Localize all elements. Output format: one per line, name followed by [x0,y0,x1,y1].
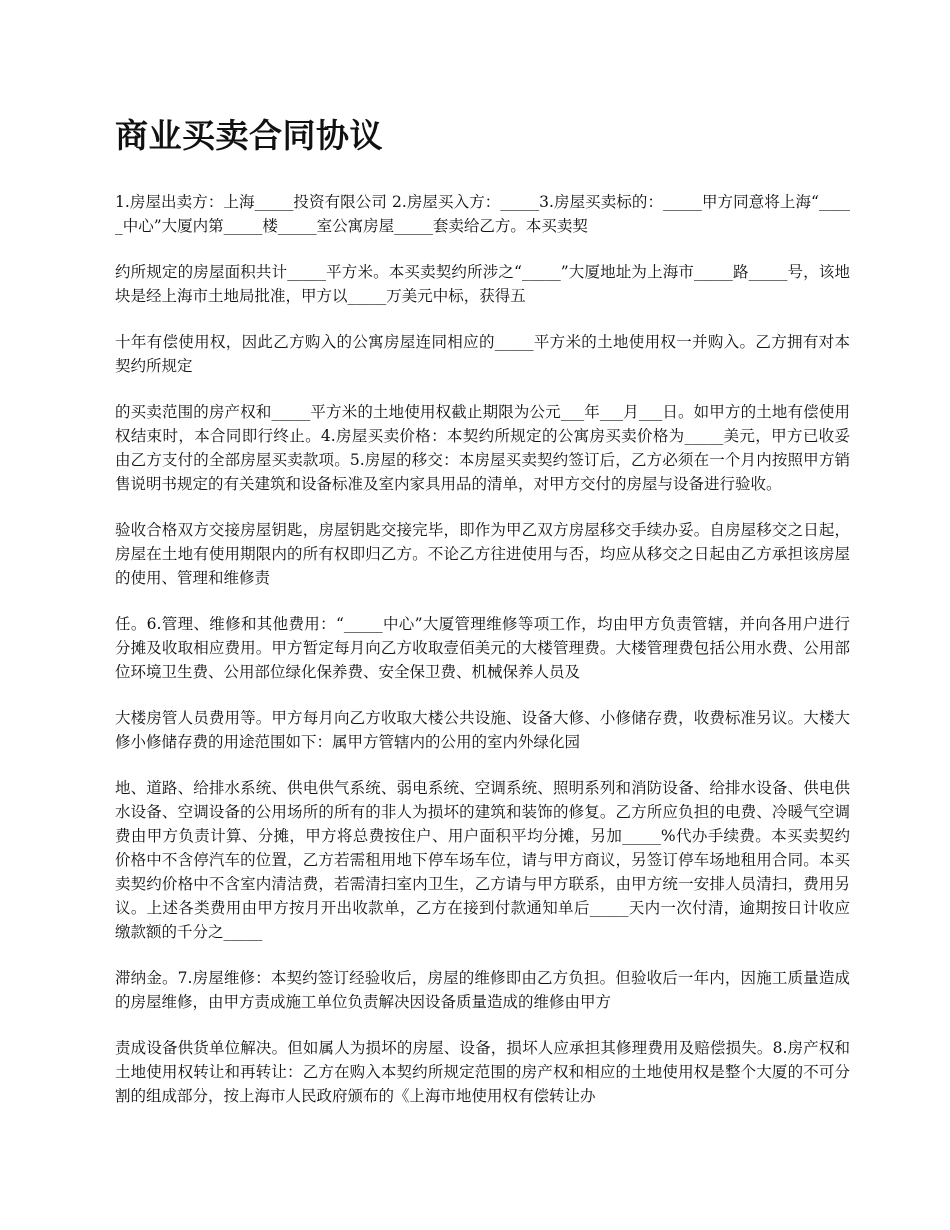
paragraph: 约所规定的房屋面积共计_____平方米。本买卖契约所涉之“_____”大厦地址为上海市_____路_____号，该地块是经上海市土地局批准，甲方以_____万美元中标，获得五 [115,263,850,305]
paragraph: 责成设备供货单位解决。但如属人为损坏的房屋、设备，损坏人应承担其修理费用及赔偿损失。8.房产权和土地使用权转让和再转让：乙方在购入本契约所规定范围的房产权和相应的土地使用权是整个大厦的不可分割的组成部分，按上海市人民政府颁布的《上海市地使用权有偿转让办 [115,1039,850,1105]
paragraph: 十年有偿使用权，因此乙方购入的公寓房屋连同相应的_____平方米的土地使用权一并购入。乙方拥有对本契约所规定 [115,333,850,375]
paragraph: 1.房屋出卖方：上海_____投资有限公司 2.房屋买入方：_____3.房屋买卖标的：_____甲方同意将上海“_____中心”大厦内第_____楼_____室公寓房屋_____套卖给乙方。本买卖契 [115,193,850,235]
paragraph: 大楼房管人员费用等。甲方每月向乙方收取大楼公共设施、设备大修、小修储存费，收费标准另议。大楼大修小修储存费的用途范围如下：属甲方管辖内的公用的室内外绿化园 [115,709,850,751]
paragraph: 滞纳金。7.房屋维修：本契约签订经验收后，房屋的维修即由乙方负担。但验收后一年内，因施工质量造成的房屋维修，由甲方责成施工单位负责解决因设备质量造成的维修由甲方 [115,969,850,1011]
paragraph: 验收合格双方交接房屋钥匙，房屋钥匙交接完毕，即作为甲乙双方房屋移交手续办妥。自房屋移交之日起，房屋在土地有使用期限内的所有权即归乙方。不论乙方往进使用与否，均应从移交之日起由乙方承担该房屋的使用、管理和维修责 [115,521,850,587]
document-title: 商业买卖合同协议 [115,116,383,155]
paragraph: 任。6.管理、维修和其他费用：“_____中心”大厦管理维修等项工作，均由甲方负责管辖，并向各用户进行分摊及收取相应费用。甲方暂定每月向乙方收取壹佰美元的大楼管理费。大楼管理费包括公用水费、公用部位环境卫生费、公用部位绿化保养费、安全保卫费、机械保养人员及 [115,615,850,681]
document-page [115,112,850,1130]
paragraph: 的买卖范围的房产权和_____平方米的土地使用权截止期限为公元___年___月___日。如甲方的土地有偿使用权结束时，本合同即行终止。4.房屋买卖价格：本契约所规定的公寓房买卖价格为_____美元，甲方已收妥由乙方支付的全部房屋买卖款项。5.房屋的移交：本房屋买卖契约签订后，乙方必须在一个月内按照甲方销售说明书规定的有关建筑和设备标准及室内家具用品的清单，对甲方交付的房屋与设备进行验收。 [115,403,850,493]
paragraph: 地、道路、给排水系统、供电供气系统、弱电系统、空调系统、照明系列和消防设备、给排水设备、供电供水设备、空调设备的公用场所的所有的非人为损坏的建筑和装饰的修复。乙方所应负担的电费、冷暖气空调费由甲方负责计算、分摊，甲方将总费按住户、用户面积平均分摊，另加_____%代办手续费。本买卖契约价格中不含停汽车的位置，乙方若需租用地下停车场车位，请与甲方商议，另签订停车场地租用合同。本买卖契约价格中不含室内清洁费，若需清扫室内卫生，乙方请与甲方联系，由甲方统一安排人员清扫，费用另议。上述各类费用由甲方按月开出收款单，乙方在接到付款通知单后_____天内一次付清，逾期按日计收应缴款额的千分之_____ [115,779,850,941]
